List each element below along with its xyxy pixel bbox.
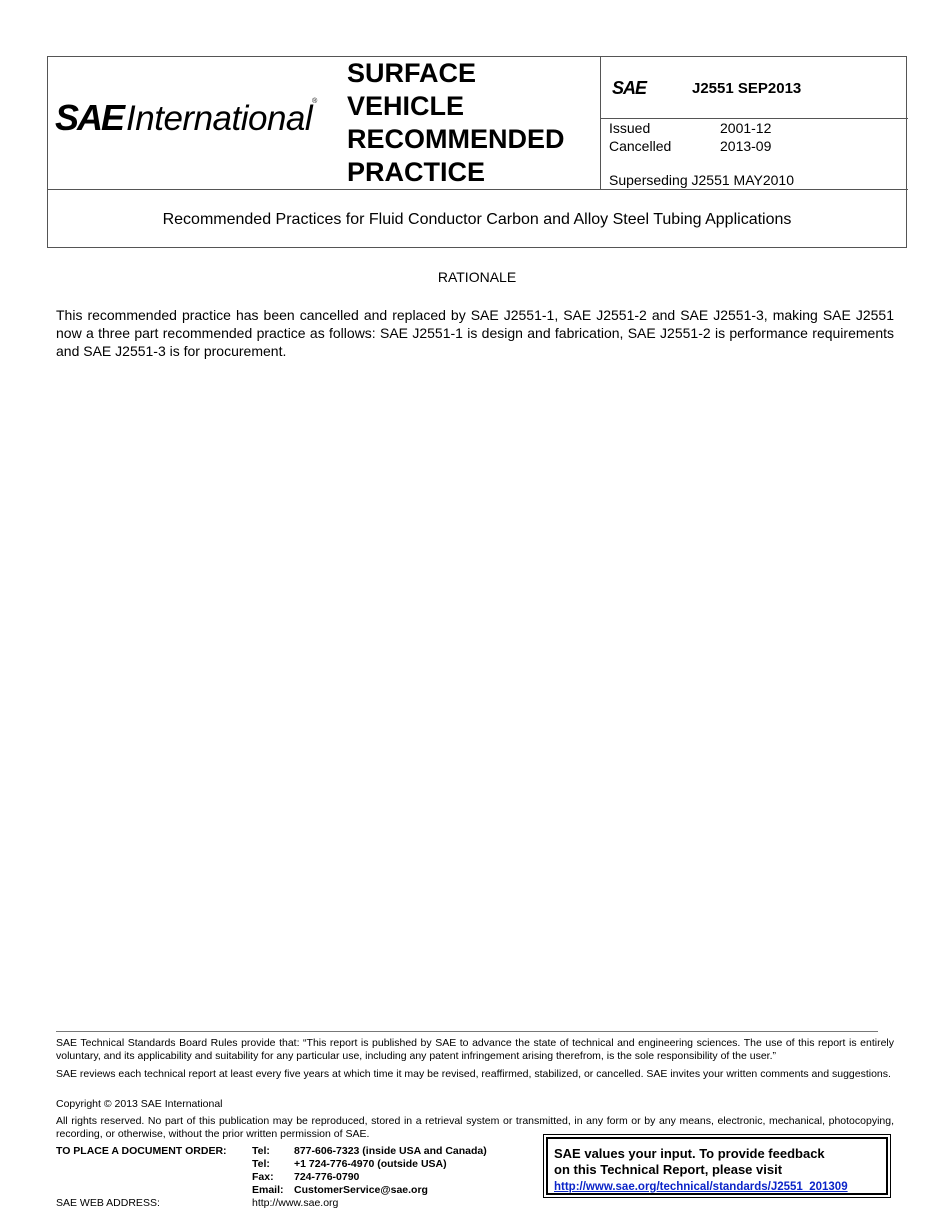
footer-divider	[56, 1031, 878, 1032]
web-address-link[interactable]: http://www.sae.org	[252, 1197, 339, 1209]
feedback-link[interactable]: http://www.sae.org/technical/standards/J2551_201309	[554, 1181, 848, 1193]
contact-email[interactable]: CustomerService@sae.org	[294, 1184, 428, 1196]
rights-notice: All rights reserved. No part of this publication may be reproduced, stored in a retrieval system or transmitted, in any form or by any means, electronic, mechanical, photocopying, recording, or otherwise, without the prior written permission of SAE.	[56, 1115, 894, 1140]
feedback-line-1: SAE values your input. To provide feedback	[554, 1146, 825, 1161]
issued-value: 2001-12	[720, 120, 772, 136]
contact-value: +1 724-776-4970 (outside USA)	[294, 1158, 447, 1170]
rationale-heading: RATIONALE	[437, 269, 517, 285]
document-type	[347, 57, 597, 189]
doc-type-line: RECOMMENDED	[347, 124, 565, 154]
document-title: Recommended Practices for Fluid Conductor Carbon and Alloy Steel Tubing Applications	[162, 211, 792, 228]
contact-key: Tel:	[252, 1145, 270, 1157]
logo-sae-text: SAE	[55, 97, 124, 138]
contact-value: 724-776-0790	[294, 1171, 360, 1183]
sae-international-logo	[55, 96, 317, 136]
feedback-line-2: on this Technical Report, please visit	[554, 1162, 783, 1177]
cancelled-value: 2013-09	[720, 138, 772, 154]
header-divider	[47, 189, 908, 190]
contact-key: Tel:	[252, 1158, 270, 1170]
doc-type-line: PRACTICE	[347, 157, 486, 187]
issued-label: Issued	[609, 120, 651, 136]
mini-logo-text: SAE	[612, 78, 647, 98]
logo-international-text: International	[126, 99, 313, 138]
review-notice: SAE reviews each technical report at least every five years at which time it may be revised, reaffirmed, stabilized, or cancelled. SAE invites your written comments and suggestions.	[56, 1068, 891, 1080]
feedback-inner	[546, 1137, 888, 1195]
sae-mini-logo	[612, 78, 646, 99]
web-address-label: SAE WEB ADDRESS:	[56, 1197, 160, 1209]
cancelled-label: Cancelled	[609, 138, 672, 154]
contact-value: 877-606-7323 (inside USA and Canada)	[294, 1145, 487, 1157]
doc-type-line: SURFACE	[347, 58, 477, 88]
contact-key: Email:	[252, 1184, 284, 1196]
standards-board-rules: SAE Technical Standards Board Rules provide that: “This report is published by SAE to advance the state of technical and engineering sciences. The use of this report is entirely voluntary, and its applicability and suitability for any particular use, including any patent infringement arising therefrom, is the sole responsibility of the user.”	[56, 1037, 894, 1062]
order-label: TO PLACE A DOCUMENT ORDER:	[56, 1145, 227, 1157]
superseding-note: Superseding J2551 MAY2010	[609, 172, 794, 188]
rationale-body: This recommended practice has been cancelled and replaced by SAE J2551-1, SAE J2551-2 and SAE J2551-3, making SAE J2551 now a three part recommended practice as follows: SAE J2551-1 is design and fabrication, SAE J2551-2 is performance requirements and SAE J2551-3 is for procurement.	[56, 307, 894, 359]
doc-type-line: VEHICLE	[347, 91, 465, 121]
header-id-divider	[600, 118, 908, 119]
header-column-divider	[600, 56, 601, 190]
feedback-box	[543, 1134, 891, 1198]
document-id: J2551 SEP2013	[692, 80, 802, 97]
copyright-notice: Copyright © 2013 SAE International	[56, 1098, 223, 1110]
contact-key: Fax:	[252, 1171, 274, 1183]
logo-trademark: ®	[312, 98, 318, 105]
